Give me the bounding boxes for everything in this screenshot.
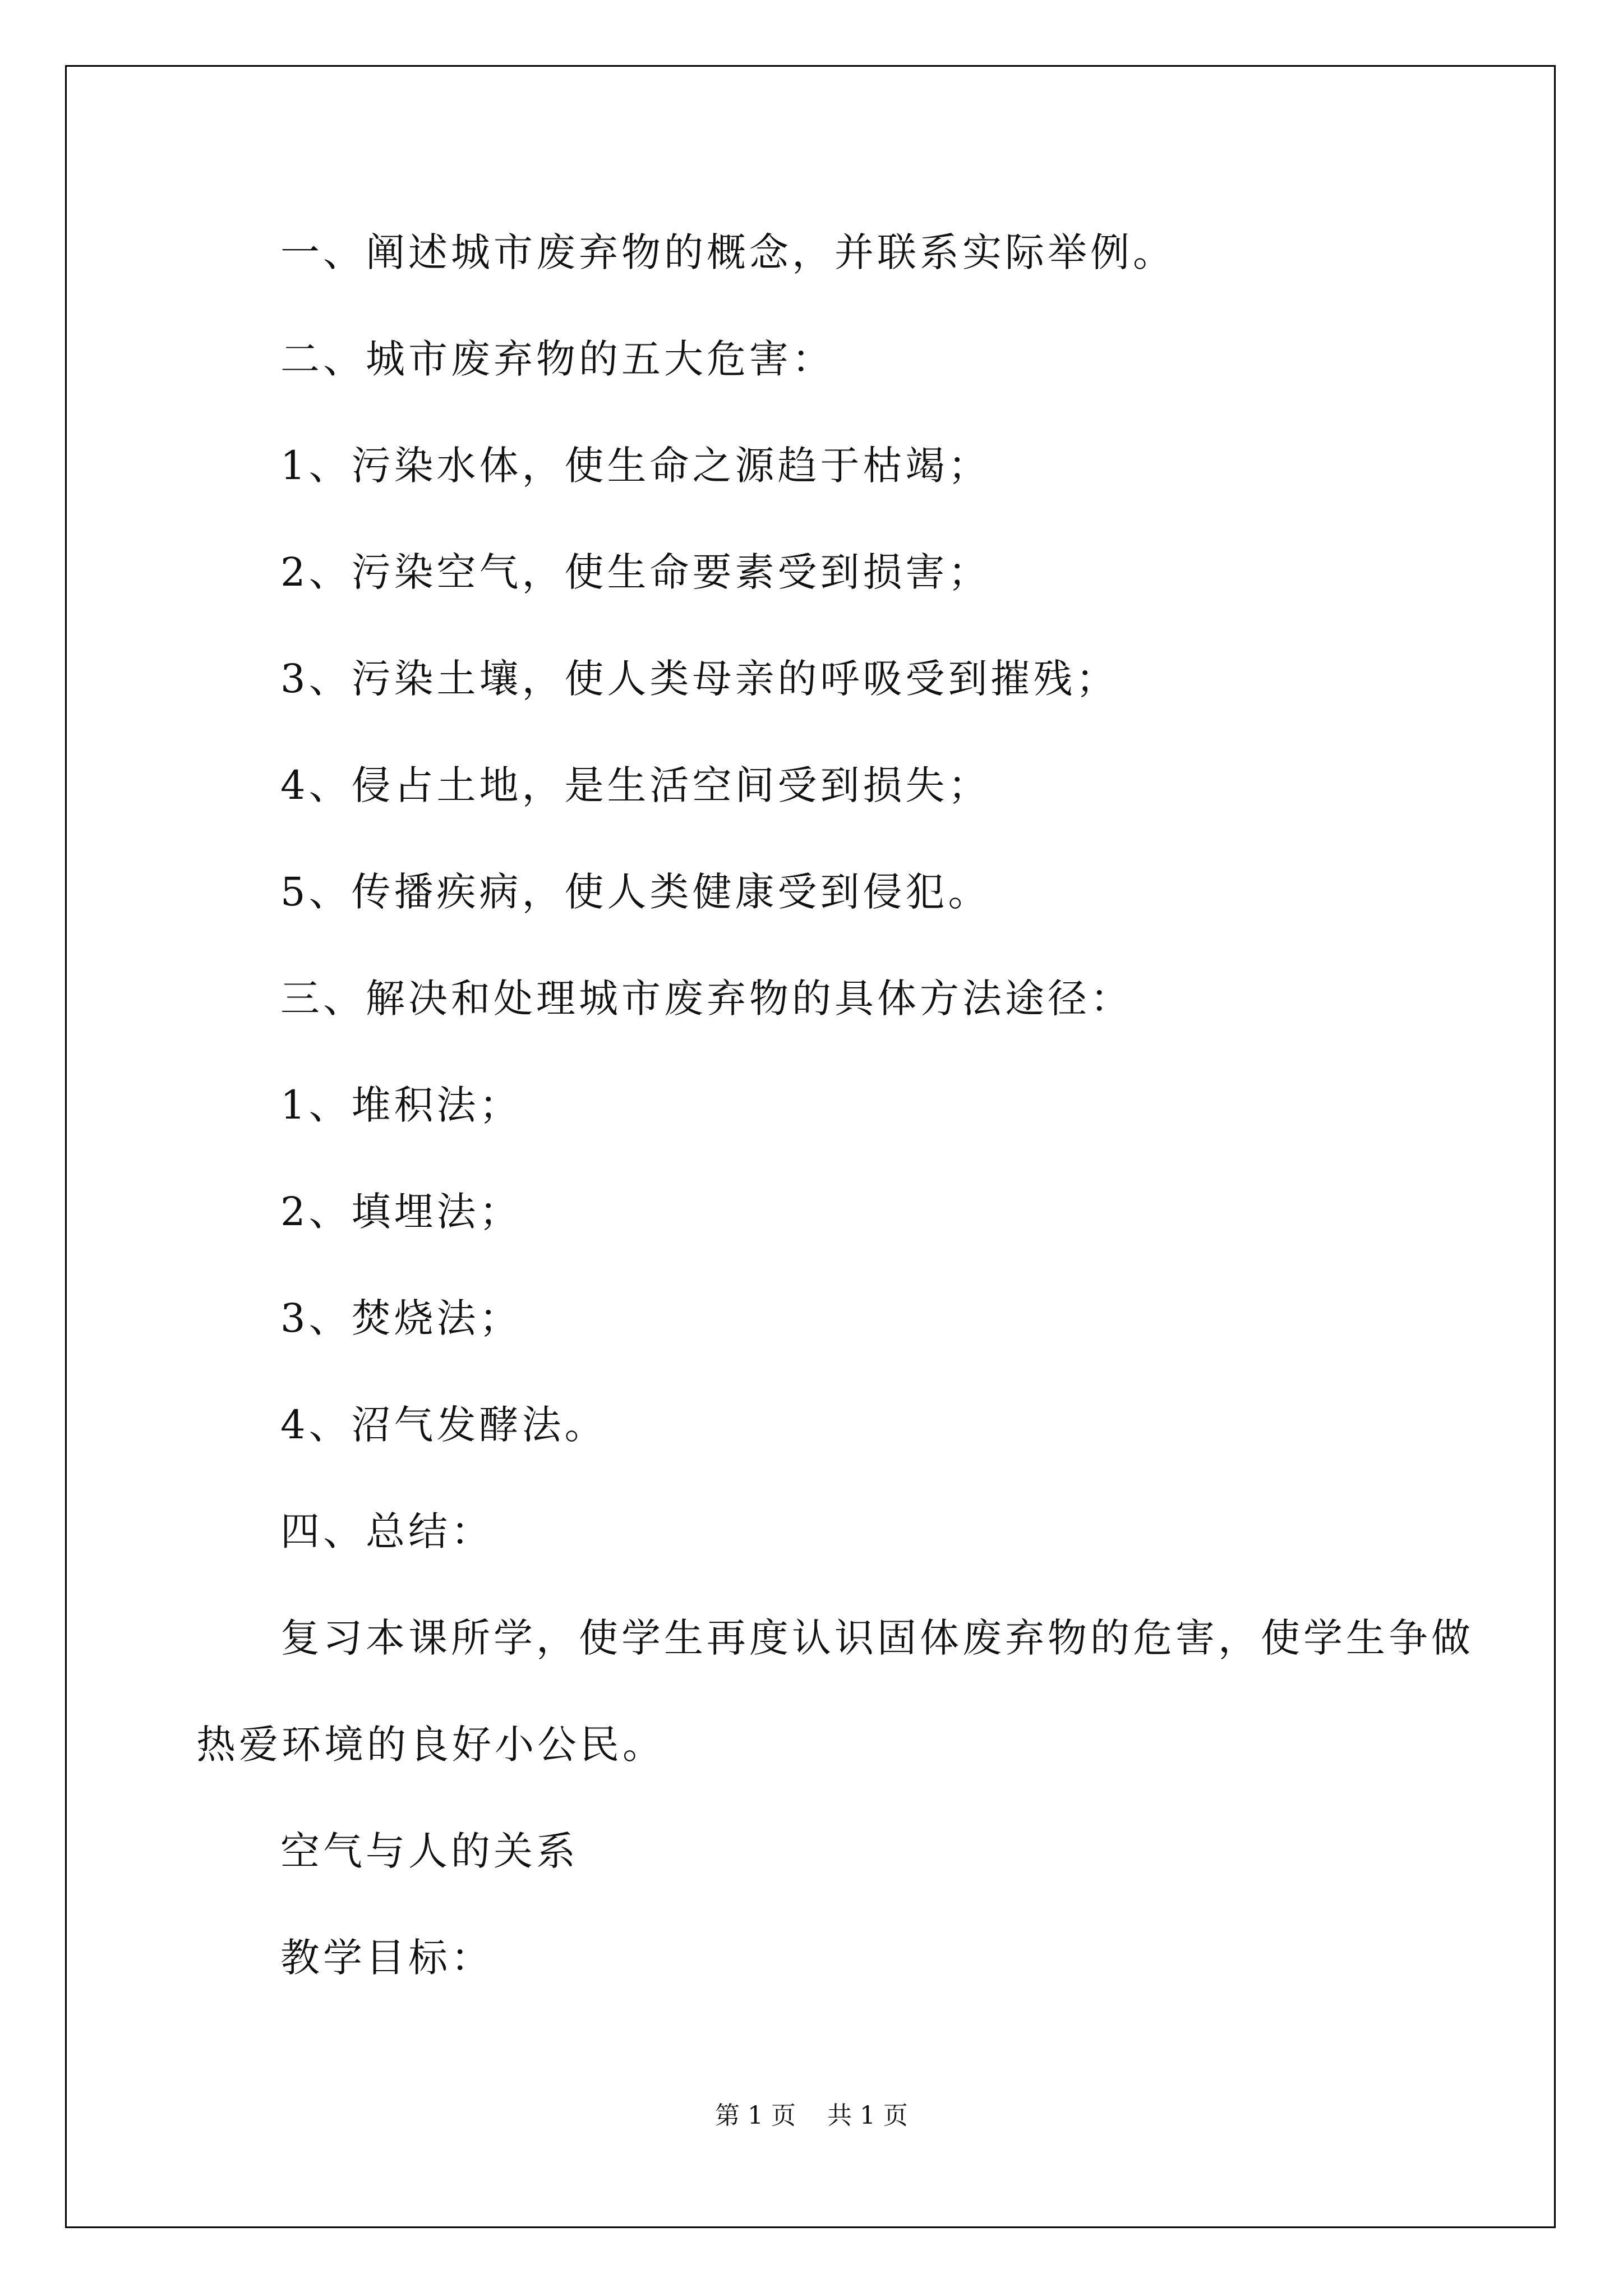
section-heading-1: 一、阐述城市废弃物的概念，并联系实际举例。 — [280, 229, 1175, 275]
list-item: 1、污染水体，使生命之源趋于枯竭； — [280, 443, 991, 489]
paragraph-line: 热爱环境的良好小公民。 — [196, 1722, 665, 1768]
paragraph-line: 复习本课所学，使学生再度认识固体废弃物的危害，使学生争做 — [280, 1615, 1474, 1661]
page-footer: 第 1 页 共 1 页 — [715, 2101, 908, 2130]
lesson-title: 空气与人的关系 — [280, 1828, 579, 1874]
list-item: 4、沼气发酵法。 — [280, 1402, 607, 1448]
list-item: 3、污染土壤，使人类母亲的呼吸受到摧残； — [280, 656, 1119, 702]
list-item: 4、侵占土地，是生活空间受到损失； — [280, 762, 991, 808]
list-item: 5、传播疾病，使人类健康受到侵犯。 — [280, 869, 991, 915]
list-item: 2、污染空气，使生命要素受到损害； — [280, 549, 991, 595]
list-item: 2、填埋法； — [280, 1189, 522, 1235]
list-item: 1、堆积法； — [280, 1082, 522, 1128]
section-heading-4: 四、总结： — [280, 1508, 494, 1554]
list-item: 3、焚烧法； — [280, 1295, 522, 1341]
section-heading-3: 三、解决和处理城市废弃物的具体方法途径： — [280, 976, 1133, 1022]
section-heading-2: 二、城市废弃物的五大危害： — [280, 336, 834, 382]
lesson-objectives-heading: 教学目标： — [280, 1935, 494, 1981]
